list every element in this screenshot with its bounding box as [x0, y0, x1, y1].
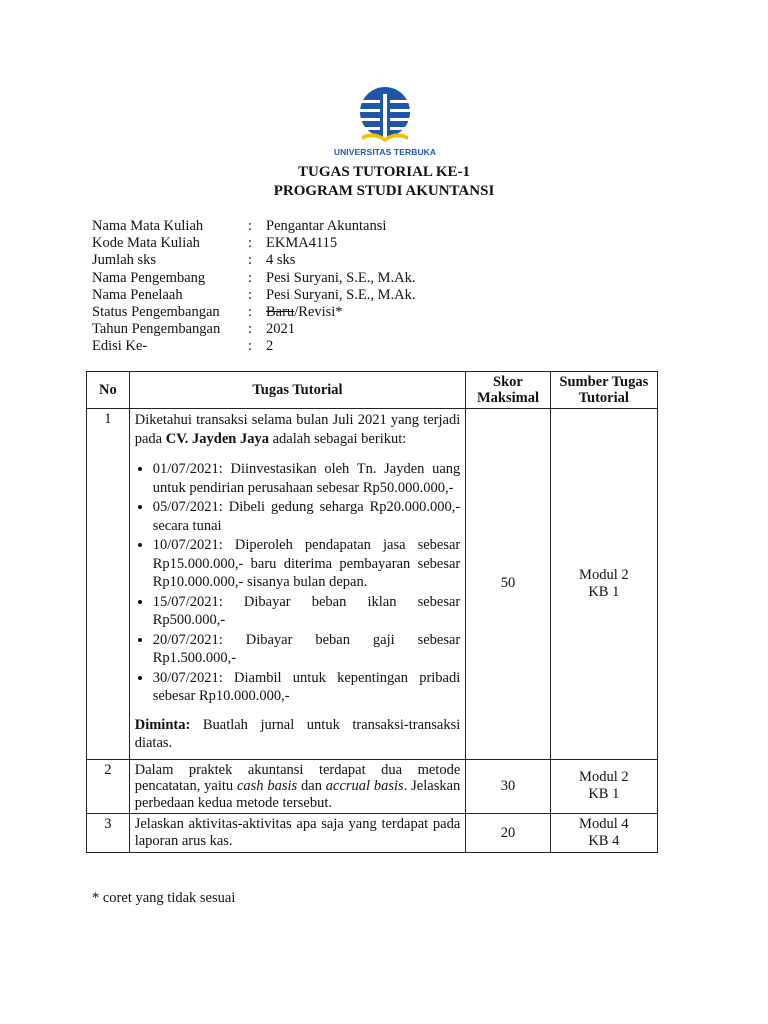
- row-number: 2: [87, 759, 130, 814]
- tasks-table: [86, 371, 658, 853]
- transaction-list: [135, 460, 461, 706]
- info-value: Pesi Suryani, S.E., M.Ak.: [266, 286, 416, 303]
- list-item: • 05/07/2021: Dibeli gedung seharga Rp20.000.000,- secara tunai: [153, 498, 461, 535]
- row-number: 1: [87, 409, 130, 760]
- info-colon: :: [248, 338, 253, 355]
- info-value: 2021: [266, 321, 295, 338]
- info-value: Pesi Suryani, S.E., M.Ak.: [266, 269, 416, 286]
- row-number: 3: [87, 814, 130, 853]
- company-name: CV. Jayden Jaya: [165, 430, 269, 447]
- page-subtitle: PROGRAM STUDI AKUNTANSI: [273, 183, 495, 199]
- info-colon: :: [248, 304, 253, 321]
- table-row: [87, 814, 658, 853]
- task-description: Dalam praktek akuntansi terdapat dua metode pencatatan, yaitu cash basis dan accrual basis. Jelaskan perbedaan kedua metode tersebut.: [129, 759, 466, 814]
- list-item: • 15/07/2021: Dibayar beban iklan sebesar Rp500.000,-: [153, 593, 461, 630]
- task-description: [129, 409, 466, 760]
- university-emblem-icon: [358, 86, 412, 146]
- info-label: Kode Mata Kuliah: [92, 235, 200, 252]
- info-colon: :: [248, 321, 253, 338]
- info-colon: :: [248, 252, 253, 269]
- task-source: Modul 2 KB 1: [550, 409, 657, 760]
- course-info: [92, 218, 415, 356]
- info-value: 4 sks: [266, 252, 296, 269]
- info-colon: :: [248, 235, 253, 252]
- info-label: Status Pengembangan: [92, 304, 220, 321]
- header-source: Sumber Tugas Tutorial: [550, 372, 657, 409]
- info-row: [92, 338, 415, 355]
- info-value: EKMA4115: [266, 235, 338, 252]
- max-score: 20: [466, 814, 550, 853]
- info-row: [92, 252, 415, 269]
- page-title: TUGAS TUTORIAL KE-1: [298, 164, 470, 180]
- list-item: • 10/07/2021: Diperoleh pendapatan jasa sebesar Rp15.000.000,- baru diterima pembayaran sebesar Rp10.000.000,- sisanya bulan depan.: [153, 536, 461, 592]
- info-colon: :: [248, 269, 253, 286]
- info-row: [92, 304, 415, 321]
- max-score: 30: [466, 759, 550, 814]
- info-value: 2: [266, 338, 274, 355]
- university-logo: [330, 86, 440, 157]
- logo-text: UNIVERSITAS TERBUKA: [333, 147, 437, 157]
- header-score: Skor Maksimal: [466, 372, 550, 409]
- task-source: Modul 4 KB 4: [550, 814, 657, 853]
- info-value: Pengantar Akuntansi: [266, 218, 387, 234]
- info-label: Tahun Pengembangan: [92, 321, 221, 338]
- info-row: [92, 321, 415, 338]
- info-row: [92, 287, 415, 304]
- table-row: [87, 409, 658, 760]
- selected-option: /Revisi*: [294, 304, 343, 321]
- list-item: • 01/07/2021: Diinvestasikan oleh Tn. Jayden uang untuk pendirian perusahaan sebesar Rp50.000.000,-: [153, 460, 461, 497]
- max-score: 50: [466, 409, 550, 760]
- task-description: Jelaskan aktivitas-aktivitas apa saja yang terdapat pada laporan arus kas.: [129, 814, 466, 853]
- info-label: Nama Penelaah: [92, 286, 183, 303]
- info-label: Edisi Ke-: [92, 338, 148, 355]
- table-row: [87, 759, 658, 814]
- struck-option: Baru: [266, 304, 295, 321]
- header-task: Tugas Tutorial: [129, 372, 466, 409]
- info-label: Jumlah sks: [92, 252, 157, 269]
- footnote: * coret yang tidak sesuai: [92, 890, 236, 906]
- info-colon: :: [248, 286, 253, 303]
- info-colon: :: [248, 218, 253, 234]
- info-row: [92, 270, 415, 287]
- info-row: [92, 235, 415, 252]
- info-value: [266, 304, 343, 321]
- info-label: Nama Pengembang: [92, 269, 206, 286]
- task-intro: Diketahui transaksi selama bulan Juli 2021 yang terjadi pada CV. Jayden Jaya adalah sebagai berikut:: [134, 412, 461, 447]
- header-no: No: [87, 372, 130, 409]
- task-question: Diminta: Buatlah jurnal untuk transaksi-transaksi diatas.: [134, 716, 461, 751]
- task-source: Modul 2 KB 1: [550, 759, 657, 814]
- info-label: Nama Mata Kuliah: [92, 218, 204, 234]
- info-row: [92, 218, 415, 235]
- table-header-row: [87, 372, 658, 409]
- list-item: • 20/07/2021: Dibayar beban gaji sebesar Rp1.500.000,-: [153, 631, 461, 668]
- list-item: • 30/07/2021: Diambil untuk kepentingan pribadi sebesar Rp10.000.000,-: [153, 669, 461, 706]
